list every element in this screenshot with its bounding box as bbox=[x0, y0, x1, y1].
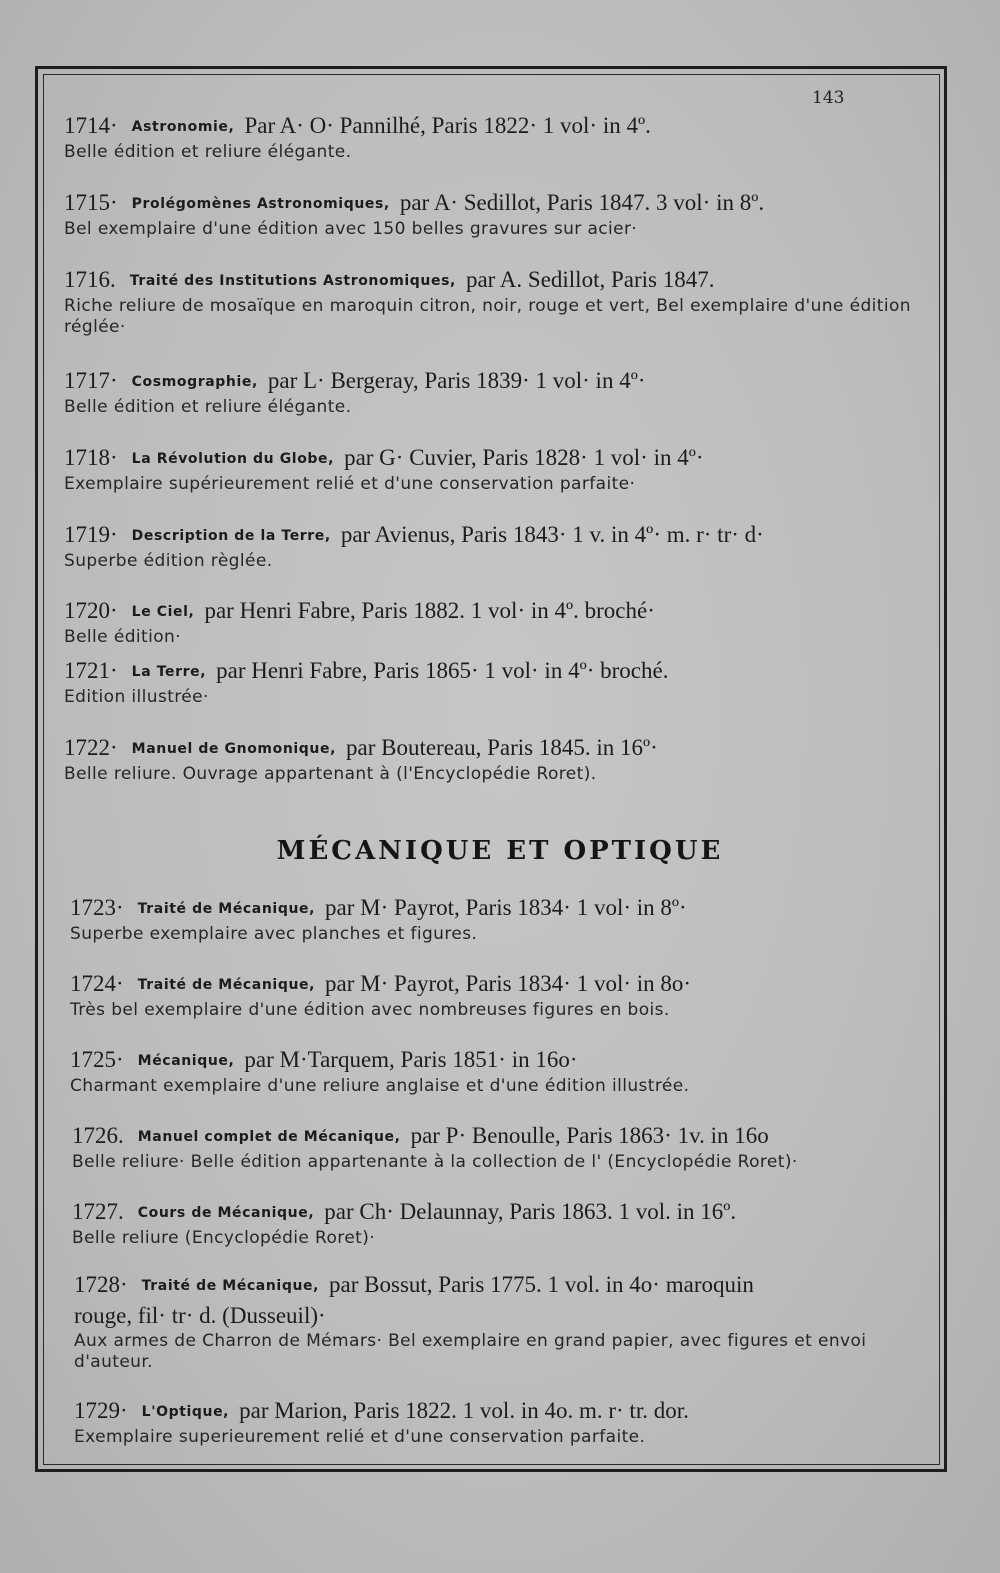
entry-publication: par A· Sedillot, Paris 1847. 3 vol· in 8º. bbox=[399, 190, 765, 215]
catalog-entry bbox=[70, 893, 920, 945]
catalog-entry bbox=[64, 188, 914, 240]
entry-number: 1720· bbox=[64, 598, 118, 623]
entry-description: Belle reliure (Encyclopédie Roret)· bbox=[72, 1228, 376, 1248]
catalog-entry bbox=[64, 596, 914, 648]
entry-publication: par Marion, Paris 1822. 1 vol. in 4o. m. r· tr. dor. bbox=[239, 1398, 689, 1423]
entry-publication: par P· Benoulle, Paris 1863· 1v. in 16o bbox=[410, 1123, 769, 1148]
section-heading: MÉCANIQUE ET OPTIQUE bbox=[276, 836, 724, 866]
catalog-entry bbox=[64, 366, 914, 418]
entry-description: Exemplaire superieurement relié et d'une conservation parfaite. bbox=[74, 1427, 646, 1447]
entry-title: Manuel de Gnomonique, bbox=[131, 741, 336, 757]
entry-title: Traité des Institutions Astronomiques, bbox=[129, 273, 456, 289]
page-number: 143 bbox=[812, 88, 845, 108]
catalog-entry bbox=[70, 969, 920, 1021]
entry-number: 1728· bbox=[74, 1272, 128, 1297]
entry-description: Superbe édition règlée. bbox=[64, 551, 273, 571]
entry-description: Belle édition et reliure élégante. bbox=[64, 397, 352, 417]
entry-title: La Terre, bbox=[131, 664, 207, 680]
entry-description: Superbe exemplaire avec planches et figures. bbox=[70, 924, 478, 944]
entry-title: L'Optique, bbox=[141, 1404, 230, 1420]
entry-publication: par Henri Fabre, Paris 1882. 1 vol· in 4º. broché· bbox=[204, 598, 655, 623]
entry-description: Charmant exemplaire d'une reliure anglaise et d'une édition illustrée. bbox=[70, 1076, 690, 1096]
entry-publication-continued: rouge, fil· tr· d. (Dusseuil)· bbox=[74, 1303, 326, 1328]
entry-number: 1722· bbox=[64, 735, 118, 760]
entry-number: 1723· bbox=[70, 895, 124, 920]
entry-number: 1717· bbox=[64, 368, 118, 393]
entry-publication: par G· Cuvier, Paris 1828· 1 vol· in 4º· bbox=[344, 445, 704, 470]
catalog-entry bbox=[74, 1270, 924, 1373]
entry-publication: Par A· O· Pannilhé, Paris 1822· 1 vol· in 4º. bbox=[244, 113, 651, 138]
entry-publication: par Henri Fabre, Paris 1865· 1 vol· in 4º· broché. bbox=[216, 658, 669, 683]
entry-title: Traité de Mécanique, bbox=[141, 1278, 320, 1294]
entry-publication: par A. Sedillot, Paris 1847. bbox=[465, 267, 715, 292]
entry-description: Très bel exemplaire d'une édition avec nombreuses figures en bois. bbox=[70, 1000, 670, 1020]
catalog-entry bbox=[72, 1121, 922, 1173]
entry-number: 1725· bbox=[70, 1047, 124, 1072]
entry-title: Cours de Mécanique, bbox=[137, 1205, 315, 1221]
catalog-entry bbox=[74, 1396, 924, 1448]
entry-publication: par Bossut, Paris 1775. 1 vol. in 4o· maroquin bbox=[329, 1272, 754, 1297]
entry-title: Manuel complet de Mécanique, bbox=[137, 1129, 401, 1145]
catalog-entry bbox=[64, 111, 914, 163]
entry-description: Belle édition et reliure élégante. bbox=[64, 142, 352, 162]
entry-description: Riche reliure de mosaïque en maroquin citron, noir, rouge et vert, Bel exemplaire d'une édition réglée· bbox=[64, 296, 911, 337]
entry-title: Traité de Mécanique, bbox=[137, 901, 316, 917]
entry-description: Edition illustrée· bbox=[64, 687, 209, 707]
entry-title: Traité de Mécanique, bbox=[137, 977, 316, 993]
entry-title: Description de la Terre, bbox=[131, 528, 331, 544]
entry-description: Belle édition· bbox=[64, 627, 181, 647]
entry-title: Astronomie, bbox=[131, 119, 235, 135]
catalog-entry bbox=[70, 1045, 920, 1097]
entry-number: 1726. bbox=[72, 1123, 124, 1148]
entry-description: Belle reliure. Ouvrage appartenant à (l'Encyclopédie Roret). bbox=[64, 764, 597, 784]
catalog-entry bbox=[64, 520, 914, 572]
catalog-entry bbox=[64, 656, 914, 708]
entry-publication: par L· Bergeray, Paris 1839· 1 vol· in 4º· bbox=[267, 368, 646, 393]
entry-number: 1727. bbox=[72, 1199, 124, 1224]
catalog-entry bbox=[64, 265, 914, 338]
catalog-entry bbox=[64, 443, 914, 495]
entry-title: Cosmographie, bbox=[131, 374, 258, 390]
catalog-entry bbox=[64, 733, 914, 785]
entry-number: 1729· bbox=[74, 1398, 128, 1423]
entry-description: Belle reliure· Belle édition appartenante à la collection de l' (Encyclopédie Roret)· bbox=[72, 1152, 798, 1172]
entry-publication: par M· Payrot, Paris 1834· 1 vol· in 8º· bbox=[325, 895, 687, 920]
entry-publication: par Avienus, Paris 1843· 1 v. in 4º· m. r· tr· d· bbox=[340, 522, 764, 547]
catalog-entry bbox=[72, 1197, 922, 1249]
entry-title: La Révolution du Globe, bbox=[131, 451, 335, 467]
entry-publication: par M·Tarquem, Paris 1851· in 16o· bbox=[244, 1047, 578, 1072]
entry-description: Exemplaire supérieurement relié et d'une conservation parfaite· bbox=[64, 474, 636, 494]
entry-number: 1716. bbox=[64, 267, 116, 292]
entry-publication: par Ch· Delaunnay, Paris 1863. 1 vol. in 16º. bbox=[324, 1199, 737, 1224]
entry-number: 1724· bbox=[70, 971, 124, 996]
entry-number: 1715· bbox=[64, 190, 118, 215]
entry-number: 1718· bbox=[64, 445, 118, 470]
entry-title: Mécanique, bbox=[137, 1053, 235, 1069]
entry-publication: par M· Payrot, Paris 1834· 1 vol· in 8o· bbox=[325, 971, 692, 996]
entry-title: Le Ciel, bbox=[131, 604, 195, 620]
entry-title: Prolégomènes Astronomiques, bbox=[131, 196, 390, 212]
entry-number: 1721· bbox=[64, 658, 118, 683]
entry-description: Aux armes de Charron de Mémars· Bel exemplaire en grand papier, avec figures et envoi d'auteur. bbox=[74, 1331, 867, 1372]
entry-number: 1714· bbox=[64, 113, 118, 138]
entry-number: 1719· bbox=[64, 522, 118, 547]
entry-publication: par Boutereau, Paris 1845. in 16º· bbox=[346, 735, 658, 760]
entry-description: Bel exemplaire d'une édition avec 150 belles gravures sur acier· bbox=[64, 219, 638, 239]
